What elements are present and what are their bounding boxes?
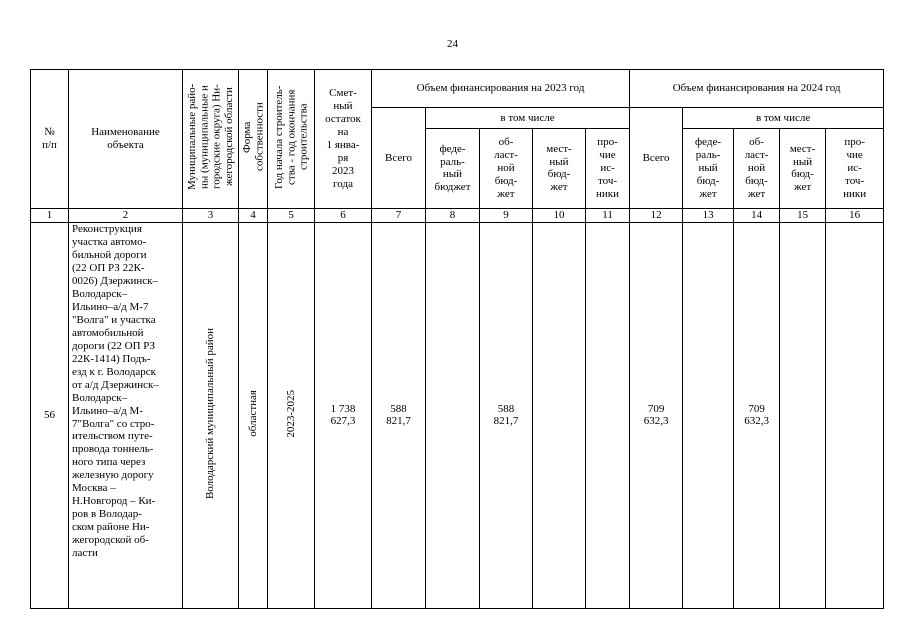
row-local-2024 xyxy=(780,222,826,608)
row-total-2023: 588 821,7 xyxy=(372,222,426,608)
row-other-2023 xyxy=(586,222,630,608)
header-local-2023: мест- ный бюд- жет xyxy=(533,128,586,208)
page-number: 24 xyxy=(447,38,458,50)
header-other-2023: про- чие ис- точ- ники xyxy=(586,128,630,208)
column-number: 10 xyxy=(533,208,586,222)
header-municipal-cell xyxy=(183,70,239,209)
header-regional-2023: об- ласт- ной бюд- жет xyxy=(480,128,533,208)
row-federal-2023 xyxy=(426,222,480,608)
column-number: 3 xyxy=(183,208,239,222)
row-local-2023 xyxy=(533,222,586,608)
header-other-2024: про- чие ис- точ- ники xyxy=(826,128,884,208)
column-number: 4 xyxy=(239,208,268,222)
column-number: 1 xyxy=(31,208,69,222)
column-number: 11 xyxy=(586,208,630,222)
header-ownership: Форма собственности xyxy=(240,102,265,172)
table-row xyxy=(31,222,884,608)
column-number-row xyxy=(31,208,884,222)
row-federal-2024 xyxy=(683,222,734,608)
header-fin-2023: Объем финансирования на 2023 год xyxy=(372,70,630,108)
column-number: 14 xyxy=(734,208,780,222)
header-local-2024: мест- ный бюд- жет xyxy=(780,128,826,208)
column-number: 15 xyxy=(780,208,826,222)
row-total-2024: 709 632,3 xyxy=(630,222,683,608)
header-including-2023: в том числе xyxy=(426,108,630,129)
column-number: 13 xyxy=(683,208,734,222)
header-municipal: Муниципальные райо- ны (муниципальные и городские округа) Ни- жегородской области xyxy=(185,83,235,191)
financing-table xyxy=(30,69,884,609)
row-regional-2023: 588 821,7 xyxy=(480,222,533,608)
header-total-2023: Всего xyxy=(372,108,426,209)
column-number: 2 xyxy=(69,208,183,222)
row-ownership: областная xyxy=(246,390,259,437)
column-number: 7 xyxy=(372,208,426,222)
header-years: Год начала строитель- ства - год окончания строительства xyxy=(272,85,310,189)
column-number: 16 xyxy=(826,208,884,222)
row-regional-2024: 709 632,3 xyxy=(734,222,780,608)
row-estimate: 1 738 627,3 xyxy=(315,222,372,608)
row-years: 2023-2025 xyxy=(284,389,297,438)
header-total-2024: Всего xyxy=(630,108,683,209)
row-municipal: Володарский муниципальный район xyxy=(204,327,217,499)
header-name: Наименование объекта xyxy=(69,70,183,209)
column-number: 12 xyxy=(630,208,683,222)
header-regional-2024: об- ласт- ной бюд- жет xyxy=(734,128,780,208)
header-ownership-cell xyxy=(239,70,268,209)
header-estimate: Смет- ный остаток на 1 янва- ря 2023 года xyxy=(315,70,372,209)
row-object-name: Реконструкция участка автомо- бильной дороги (22 ОП РЗ 22К- 0026) Дзержинск– Володарск– Ильино–а/д М-7 "Волга" и участка автомобильной дороги (22 ОП РЗ 22К-1414) Подъ- езд к г. Володарск от а/д Дзержинск– Володарск– Ильино–а/д М- 7"Волга" со стро- ительством путе- провода тоннель- ного типа через железную дорогу Москва – Н.Новгород – Ки- ров в Володар- ском районе Ни- жегородской об- ласти xyxy=(69,222,183,608)
row-years-cell xyxy=(268,222,315,608)
row-other-2024 xyxy=(826,222,884,608)
header-federal-2023: феде- раль- ный бюджет xyxy=(426,128,480,208)
column-number: 9 xyxy=(480,208,533,222)
header-fin-2024: Объем финансирования на 2024 год xyxy=(630,70,884,108)
row-num: 56 xyxy=(31,222,69,608)
header-years-cell xyxy=(268,70,315,209)
column-number: 8 xyxy=(426,208,480,222)
column-number: 5 xyxy=(268,208,315,222)
header-including-2024: в том числе xyxy=(683,108,884,129)
header-federal-2024: феде- раль- ный бюд- жет xyxy=(683,128,734,208)
header-num: № п/п xyxy=(31,70,69,209)
row-ownership-cell xyxy=(239,222,268,608)
column-number: 6 xyxy=(315,208,372,222)
row-municipal-cell xyxy=(183,222,239,608)
